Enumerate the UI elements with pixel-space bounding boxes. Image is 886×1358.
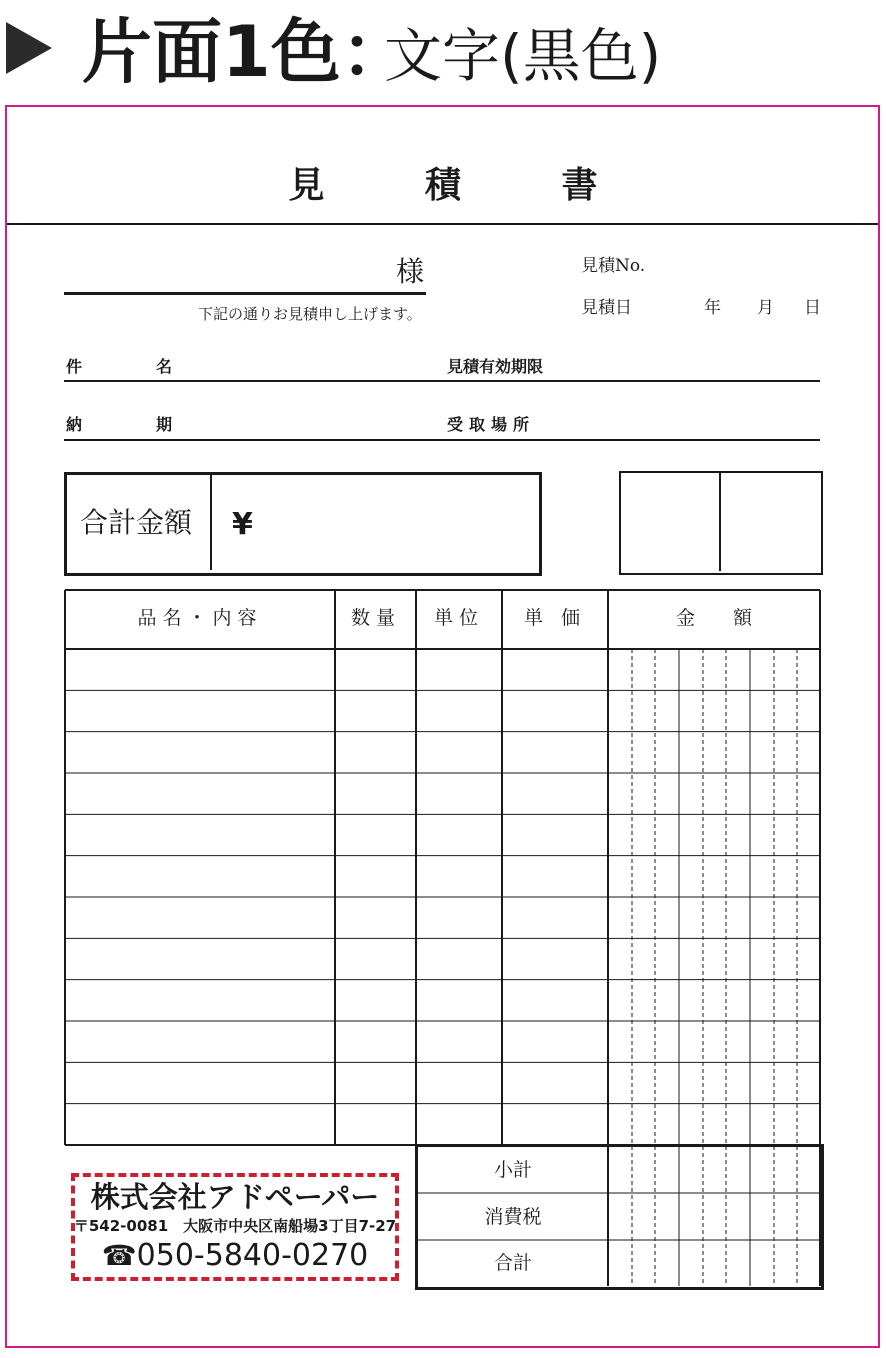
recipient-suffix: 様: [396, 255, 425, 288]
page-subtitle: 文字(黒色): [384, 22, 662, 90]
header-quantity: 数量: [350, 607, 401, 629]
estimate-no-label: 見積No.: [581, 256, 646, 276]
form-title: 見 積 書: [288, 164, 642, 206]
yen-symbol: ¥: [232, 507, 253, 542]
day-label: 日: [804, 298, 821, 318]
phone-number: 050-5840-0270: [136, 1238, 369, 1273]
company-address: 〒542-0081 大阪市中央区南船場3丁目7-27: [73, 1217, 397, 1235]
place-label: 受取場所: [447, 415, 536, 434]
header-unit: 単位: [433, 607, 484, 629]
total-amount-label: 合計金額: [80, 506, 193, 539]
telephone-icon: ☎: [101, 1239, 137, 1272]
greeting-text: 下記の通りお見積申し上げます。: [198, 305, 422, 323]
delivery-label-1: 納: [66, 415, 83, 434]
subject-label-1: 件: [66, 357, 83, 376]
grand-total-label: 合計: [493, 1252, 532, 1274]
tax-label: 消費税: [484, 1206, 542, 1228]
company-name: 株式会社アドペーパー: [90, 1180, 380, 1214]
header-unit-price: 単 価: [523, 607, 587, 629]
subtotal-label: 小計: [493, 1159, 532, 1181]
month-label: 月: [757, 298, 774, 318]
delivery-label-2: 期: [156, 415, 173, 434]
header-amount: 金 額: [675, 607, 752, 629]
estimate-date-label: 見積日: [581, 298, 632, 318]
header-item-name: 品名・内容: [137, 607, 263, 629]
subject-label-2: 名: [156, 357, 173, 376]
validity-label: 見積有効期限: [447, 357, 544, 376]
year-label: 年: [704, 298, 721, 318]
page-title: 片面1色：: [82, 11, 411, 93]
company-phone: [73, 1236, 397, 1276]
